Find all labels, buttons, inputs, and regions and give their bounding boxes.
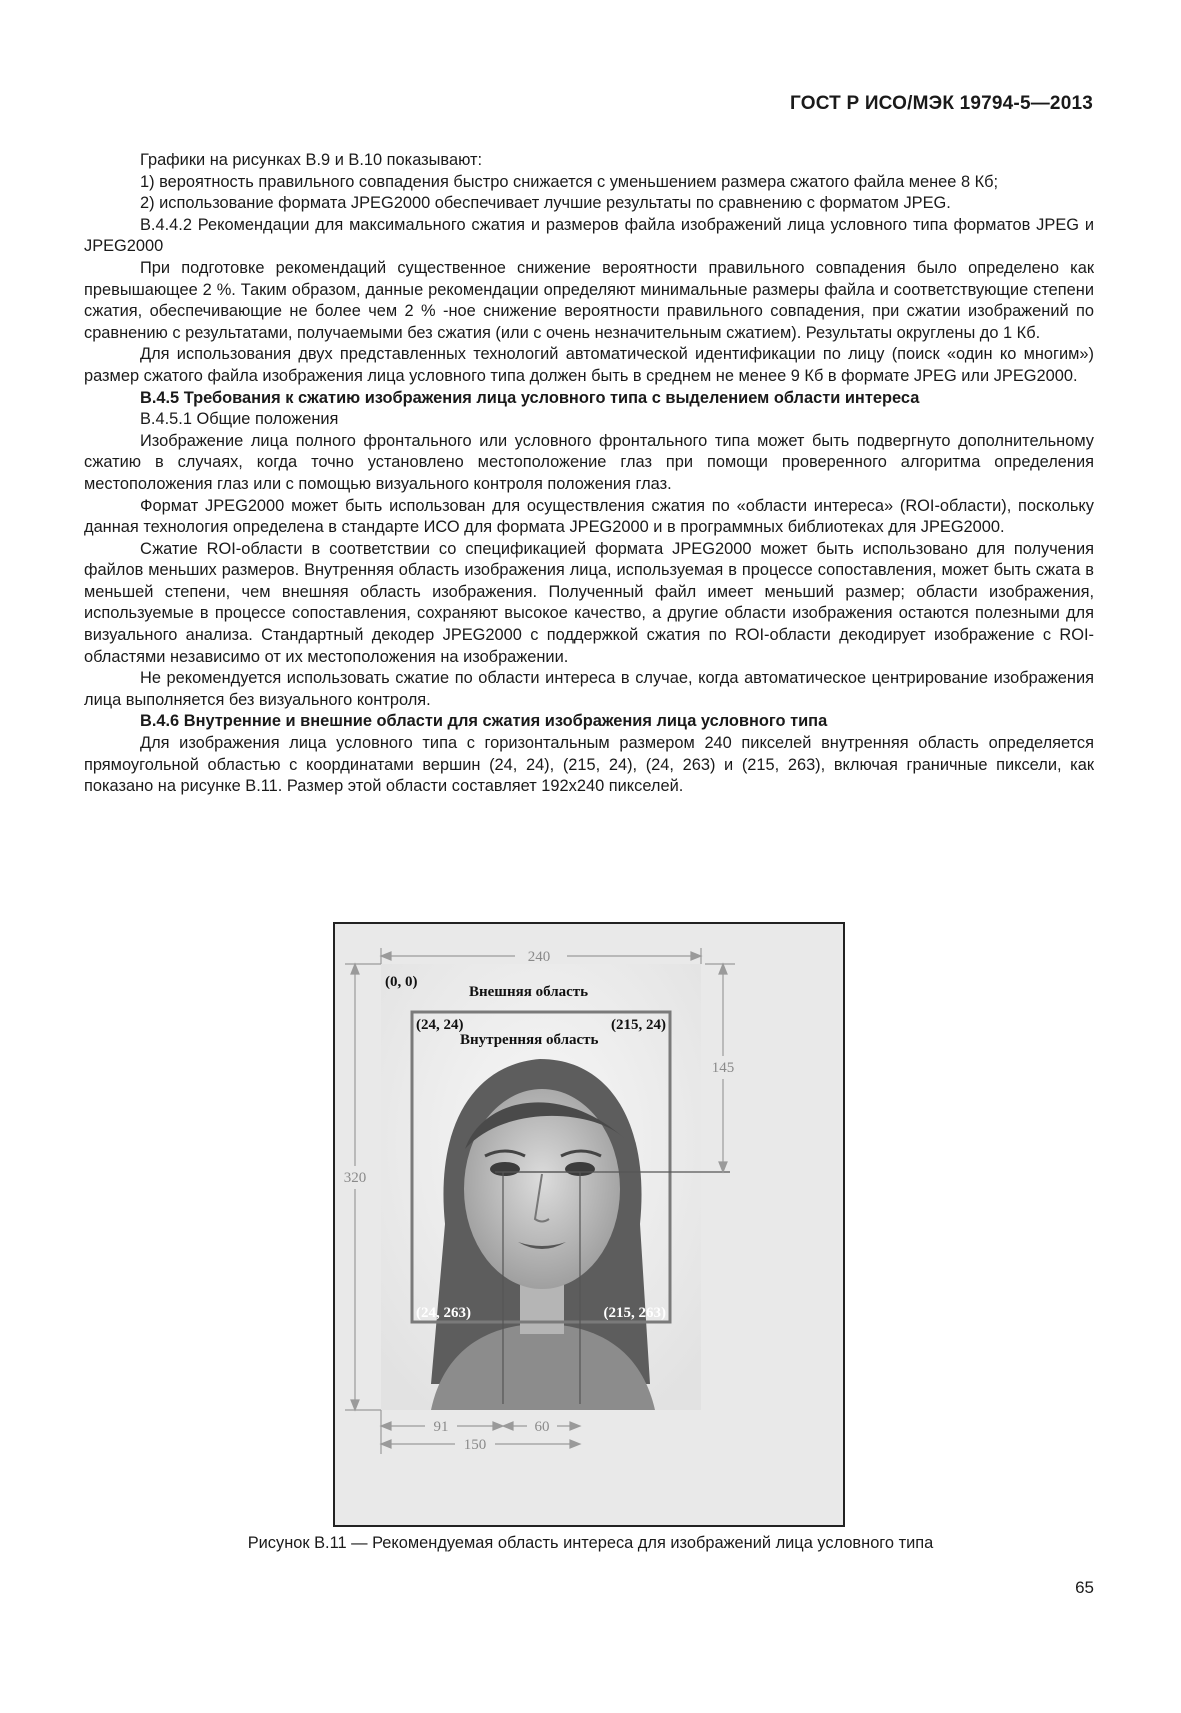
figure-caption: Рисунок В.11 — Рекомендуемая область интереса для изображений лица условного типа <box>247 1534 934 1552</box>
paragraph: 2) использование формата JPEG2000 обеспечивает лучшие результаты по сравнению с форматом JPEG. <box>140 194 951 213</box>
paragraph: Графики на рисунках В.9 и В.10 показывают: <box>140 151 483 169</box>
section-heading: В.4.5 Требования к сжатию изображения лица условного типа с выделением области интереса <box>140 388 920 407</box>
corner-bottom-left-label: (24, 263) <box>416 1305 471 1321</box>
document-body <box>84 150 1094 798</box>
height-dimension <box>345 964 381 1410</box>
paragraph: 1) вероятность правильного совпадения быстро снижается с уменьшением размера сжатого файла менее 8 Кб; <box>140 172 999 191</box>
paragraph: Формат JPEG2000 может быть использован для осуществления сжатия по «области интереса» (ROI-области), поскольку данная технология определена в стандарте ИСО для формата JPEG2000 и в программных библиотеках для JPEG2000. <box>84 496 1094 537</box>
corner-bottom-right-label: (215, 263) <box>603 1305 666 1321</box>
eye-gap-label: 60 <box>534 1419 550 1435</box>
paragraph: Не рекомендуется использовать сжатие по области интереса в случае, когда автоматическое центрирование изображения лица выполняется без визуального контроля. <box>84 669 1094 709</box>
face-portrait <box>431 1059 655 1410</box>
paragraph: Сжатие ROI-области в соответствии со спецификацией формата JPEG2000 может быть использовано для получения файлов меньших размеров. Внутренняя область изображения лица, используемая в процессе сопоставления, может быть сжата в меньшей степени, чем внешняя область изображения. Полученный файл имеет меньший размер; области изображения, используемые в процессе сопоставления, сохраняют высокое качество, а другие области изображения остаются полезными для визуального анализа. Стандартный декодер JPEG2000 с поддержкой сжатия по ROI-области декодирует изображение с ROI-областями независимо от их местоположения на изображении. <box>84 539 1094 666</box>
paragraph: Для изображения лица условного типа с горизонтальным размером 240 пикселей внутренняя область определяется прямоугольной областью с координатами вершин (24, 24), (215, 24), (24, 263) и (215, 263), включая граничные пиксели, как показано на рисунке В.11. Размер этой области составляет 192x240 пикселей. <box>84 734 1094 796</box>
height-label: 320 <box>343 1170 367 1186</box>
paragraph: Изображение лица полного фронтального или условного фронтального типа может быть подвергнуто дополнительному сжатию в случаях, когда точно установлено местоположение глаз при помощи проверенного алгоритма определения местоположения глаз или с помощью визуального контроля положения глаз. <box>84 431 1094 493</box>
page-number: 65 <box>1075 1578 1094 1597</box>
roi-figure <box>333 922 845 1527</box>
paragraph: При подготовке рекомендаций существенное снижение вероятности правильного совпадения было определено как превышающее 2 %. Таким образом, данные рекомендации определяют минимальные размеры файла и соответствующие степени сжатия, обеспечивающие не более чем 2 % -ное снижение вероятности правильного совпадения, при сжатии изображений по сравнению с результатами, получаемыми без сжатия (или с очень незначительным сжатием). Результаты округлены до 1 Кб. <box>84 258 1094 342</box>
paragraph: В.4.4.2 Рекомендации для максимального сжатия и размеров файла изображений лица условного типа форматов JPEG и JPEG2000 <box>84 215 1094 256</box>
document-header: ГОСТ Р ИСО/МЭК 19794-5—2013 <box>790 93 1093 114</box>
paragraph: Для использования двух представленных технологий автоматической идентификации по лицу (поиск «один ко многим») размер сжатого файла изображения лица условного типа должен быть в среднем не менее 9 Кб в формате JPEG или JPEG2000. <box>84 345 1094 385</box>
outer-region-label: Внешняя область <box>469 984 589 1000</box>
origin-label: (0, 0) <box>385 974 418 990</box>
eye-height-label: 145 <box>711 1060 735 1076</box>
subsection-heading: В.4.5.1 Общие положения <box>140 410 339 429</box>
corner-top-left-label: (24, 24) <box>416 1017 464 1033</box>
width-label: 240 <box>527 949 551 965</box>
inner-region-label: Внутренняя область <box>460 1032 599 1048</box>
corner-top-right-label: (215, 24) <box>611 1017 666 1033</box>
left-eye-label: 91 <box>433 1419 449 1435</box>
section-heading: В.4.6 Внутренние и внешние области для сжатия изображения лица условного типа <box>140 712 828 731</box>
center-label: 150 <box>463 1437 487 1453</box>
